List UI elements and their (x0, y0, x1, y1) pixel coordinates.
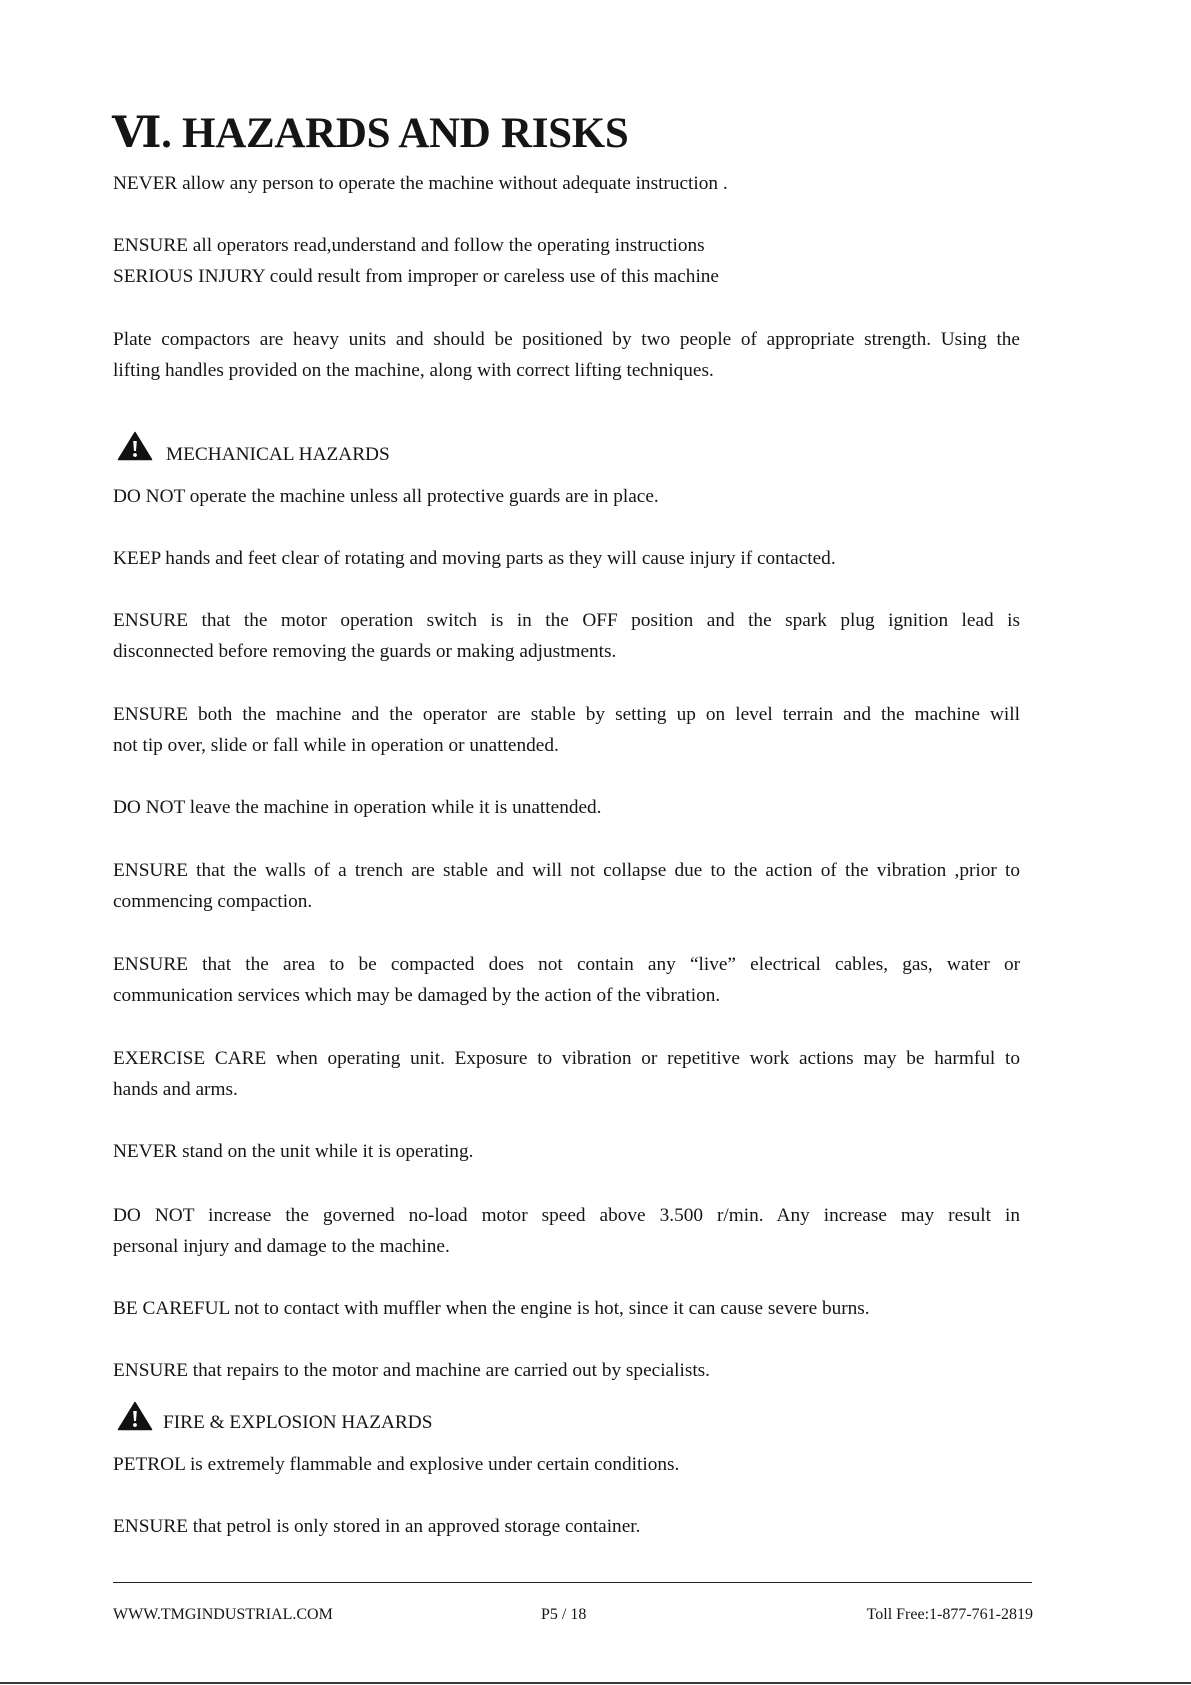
footer-divider (113, 1582, 1032, 1583)
hazard-paragraph: DO NOT operate the machine unless all protective guards are in place. (113, 486, 659, 507)
hazard-paragraph: DO NOT leave the machine in operation while it is unattended. (113, 797, 602, 818)
warning-triangle-icon (117, 431, 153, 461)
intro-paragraph: Plate compactors are heavy units and should be positioned by two people of appropriate strength. Using the (113, 329, 1020, 350)
page-edge (0, 1682, 1191, 1684)
hazard-paragraph: EXERCISE CARE when operating unit. Exposure to vibration or repetitive work actions may be harmful to (113, 1048, 1020, 1069)
hazard-paragraph-line: personal injury and damage to the machine. (113, 1236, 450, 1257)
warning-triangle-icon (117, 1401, 153, 1431)
hazard-paragraph: KEEP hands and feet clear of rotating and moving parts as they will cause injury if contacted. (113, 548, 836, 569)
hazard-paragraph: DO NOT increase the governed no-load motor speed above 3.500 r/min. Any increase may result in (113, 1205, 1020, 1226)
footer-phone: Toll Free:1-877-761-2819 (866, 1606, 1033, 1623)
hazard-paragraph: ENSURE that petrol is only stored in an approved storage container. (113, 1516, 641, 1537)
footer-website: WWW.TMGINDUSTRIAL.COM (113, 1606, 333, 1623)
hazard-paragraph-line: communication services which may be damaged by the action of the vibration. (113, 985, 721, 1006)
hazard-paragraph: ENSURE that the walls of a trench are stable and will not collapse due to the action of the vibration ,prior to (113, 860, 1020, 881)
hazard-paragraph-line: not tip over, slide or fall while in operation or unattended. (113, 735, 559, 756)
intro-paragraph: NEVER allow any person to operate the machine without adequate instruction . (113, 173, 728, 194)
hazard-paragraph: ENSURE that repairs to the motor and machine are carried out by specialists. (113, 1360, 711, 1381)
intro-paragraph: ENSURE all operators read,understand and follow the operating instructions (113, 235, 705, 256)
intro-paragraph-line: SERIOUS INJURY could result from improper or careless use of this machine (113, 266, 719, 287)
section-title: Ⅵ. HAZARDS AND RISKS (112, 110, 629, 157)
fire-explosion-hazards-heading: FIRE & EXPLOSION HAZARDS (163, 1412, 433, 1433)
hazard-paragraph: NEVER stand on the unit while it is operating. (113, 1141, 474, 1162)
hazard-paragraph-line: hands and arms. (113, 1079, 238, 1100)
hazard-paragraph: ENSURE that the area to be compacted does not contain any “live” electrical cables, gas, water or (113, 954, 1020, 975)
hazard-paragraph: BE CAREFUL not to contact with muffler when the engine is hot, since it can cause severe burns. (113, 1298, 870, 1319)
hazard-paragraph-line: disconnected before removing the guards or making adjustments. (113, 641, 617, 662)
mechanical-hazards-heading: MECHANICAL HAZARDS (166, 444, 390, 465)
hazard-paragraph: ENSURE that the motor operation switch is in the OFF position and the spark plug ignition lead is (113, 610, 1020, 631)
intro-paragraph-line: lifting handles provided on the machine, along with correct lifting techniques. (113, 360, 714, 381)
hazard-paragraph: ENSURE both the machine and the operator are stable by setting up on level terrain and the machine will (113, 704, 1020, 725)
hazard-paragraph-line: commencing compaction. (113, 891, 313, 912)
footer-page-number: P5 / 18 (541, 1606, 587, 1623)
hazard-paragraph: PETROL is extremely flammable and explosive under certain conditions. (113, 1454, 680, 1475)
